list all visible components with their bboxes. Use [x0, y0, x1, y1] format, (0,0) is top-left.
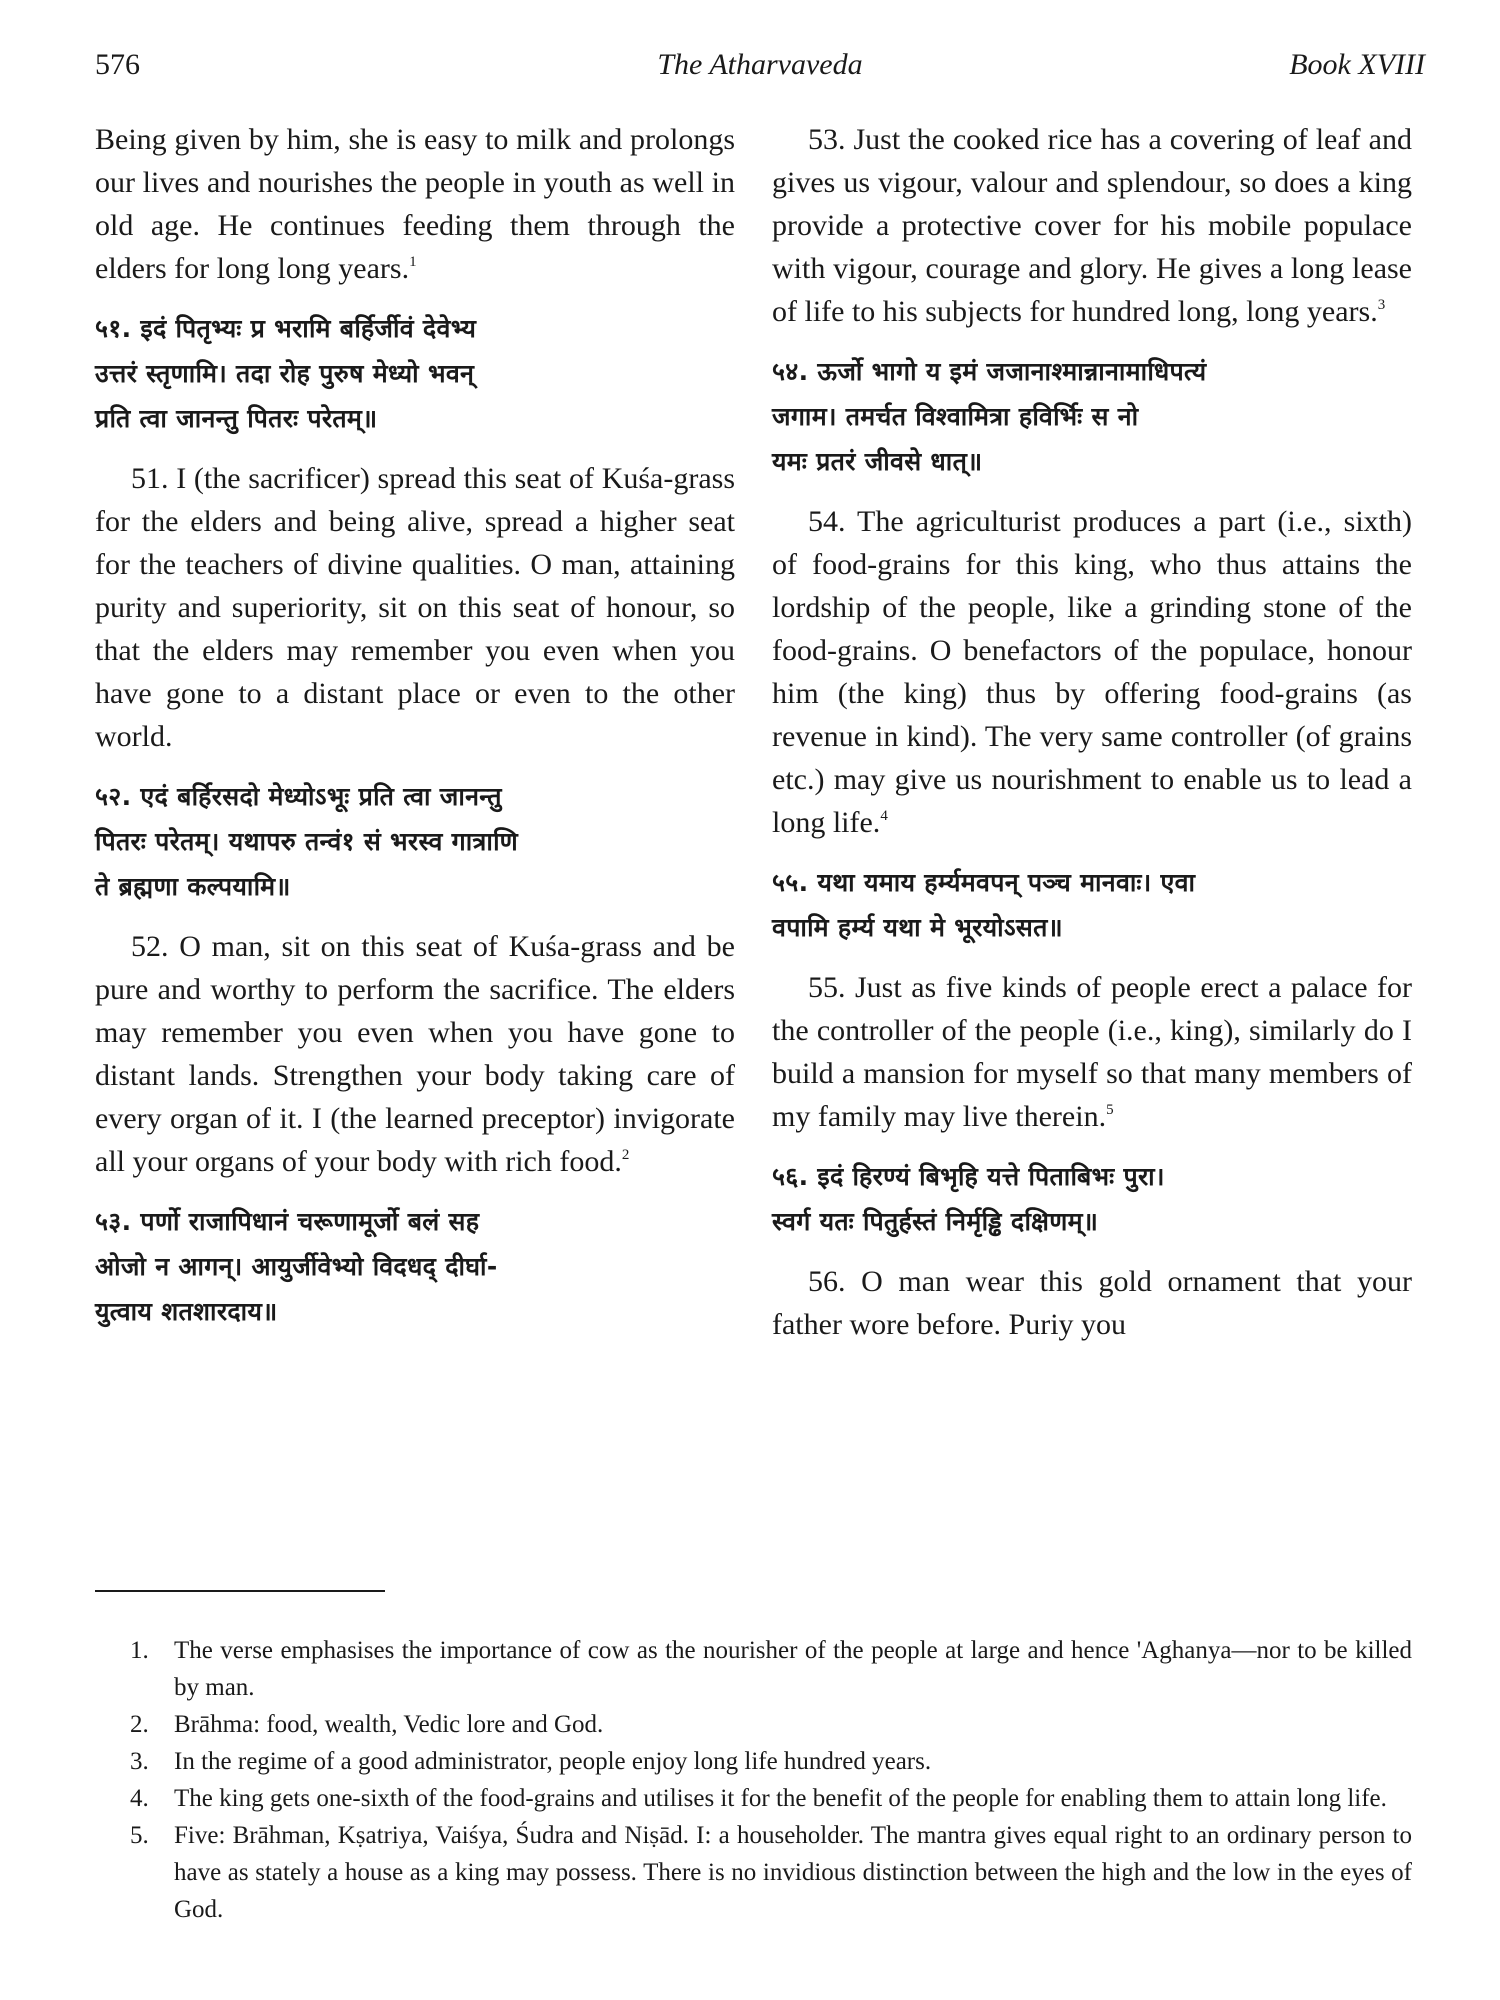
- translation-56: 56. O man wear this gold ornament that your father wore before. Puriy you: [772, 1265, 1412, 1341]
- footnote-ref[interactable]: 4: [880, 808, 888, 824]
- footnote-ref[interactable]: 3: [1377, 297, 1386, 313]
- footnote-4: 4. The king gets one-sixth of the food-grains and utilises it for the benefit of the people for enabling them to attain long life.: [130, 1785, 1387, 1812]
- paragraph-continued: Being given by him, she is easy to milk and prolongs our lives and nourishes the people in youth as well in old age. He continues feeding them through the elders for long long years.$^1$: [95, 123, 735, 285]
- translation-52: 52. O man, sit on this seat of Kuśa-grass and be pure and worthy to perform the sacrifice. The elders may remember you even when you have gone to distant lands. Strengthen your body taking care of every organ of it. I (the learned preceptor) invigorate all your organs of your body with rich food.$^2$: [95, 930, 735, 1178]
- footnote-5: 5. Five: Brāhman, Kṣatriya, Vaiśya, Śudra and Niṣād. I: a householder. The mantra gives equal right to an ordinary person to have as stately a house as a king may possess. There is no invidious distinction between the high and the low in the eyes of God.: [130, 1822, 1412, 1923]
- sanskrit-verse-51: ५१. इदं पितृभ्यः प्र भरामि बर्हिर्जीवं देवेभ्य उत्तरं स्तृणामि। तदा रोह पुरुष मेध्यो भवन् प्रति त्वा जानन्तु पितरः परेतम्॥: [95, 314, 477, 433]
- book-label: Book XVIII: [1289, 48, 1425, 81]
- right-column: [772, 118, 1412, 1346]
- page-number: 576: [95, 48, 140, 81]
- sanskrit-verse-52: ५२. एदं बर्हिरसदो मेध्योऽभूः प्रति त्वा जानन्तु पितरः परेतम्। यथापरु तन्वं१ सं भरस्व गात्राणि ते ब्रह्मणा कल्पयामि॥: [95, 782, 518, 901]
- running-title: The Atharvaveda: [657, 48, 863, 81]
- sanskrit-verse-56: ५६. इदं हिरण्यं बिभृहि यत्ते पिताबिभः पुरा। स्वर्ग यतः पितुर्हस्तं निर्मृड्ढि दक्षिणम्॥: [772, 1162, 1165, 1236]
- translation-54: 54. The agriculturist produces a part (i.e., sixth) of food-grains for this king, who thus attains the lordship of the people, like a grinding stone of the food-grains. O benefactors of the populace, honour him (the king) thus by offering food-grains (as revenue in kind). The very same controller (of grains etc.) may give us nourishment to enable us to lead a long life.$^4$: [772, 505, 1412, 839]
- footnote-2: 2. Brāhma: food, wealth, Vedic lore and God.: [130, 1711, 604, 1738]
- translation-53: 53. Just the cooked rice has a covering of leaf and gives us vigour, valour and splendour, so does a king provide a protective cover for his mobile populace with vigour, courage and glory. He gives a long lease of life to his subjects for hundred long, long years.$^3$: [772, 123, 1412, 328]
- sanskrit-verse-53: ५३. पर्णो राजापिधानं चरूणामूर्जो बलं सह ओजो न आगन्। आयुर्जीवेभ्यो विदधद् दीर्घा- युत्वाय शतशारदाय॥: [95, 1207, 498, 1326]
- translation-51: 51. I (the sacrificer) spread this seat of Kuśa-grass for the elders and being alive, spread a higher seat for the teachers of divine qualities. O man, attaining purity and superiority, sit on this seat of honour, so that the elders may remember you even when you have gone to a distant place or even to the other world.: [95, 462, 735, 753]
- footnote-divider: [95, 1590, 385, 1592]
- footnote-1: 1. The verse emphasises the importance of cow as the nourisher of the people at large and hence 'Aghanya—nor to be killed by man.: [130, 1637, 1412, 1701]
- sanskrit-verse-55: ५५. यथा यमाय हर्म्यमवपन् पञ्च मानवाः। एवा वपामि हर्म्य यथा मे भूरयोऽसत॥: [772, 868, 1196, 942]
- running-header: [95, 48, 1425, 98]
- sanskrit-verse-54: ५४. ऊर्जो भागो य इमं जजानाश्मान्नानामाधिपत्यं जगाम। तमर्चत विश्वामित्रा हविर्भिः स नो यमः प्रतरं जीवसे धात्॥: [772, 357, 1207, 476]
- footnote-ref[interactable]: 1: [409, 254, 417, 270]
- footnote-3: 3. In the regime of a good administrator, people enjoy long life hundred years.: [130, 1748, 932, 1775]
- footnote-ref[interactable]: 5: [1106, 1102, 1114, 1118]
- footnotes-list: [130, 1632, 1412, 1928]
- translation-55: 55. Just as five kinds of people erect a palace for the controller of the people (i.e., king), similarly do I build a mansion for myself so that many members of my family may live therein.$^5$: [772, 971, 1412, 1133]
- footnote-ref[interactable]: 2: [621, 1147, 630, 1163]
- left-column: [95, 118, 735, 1350]
